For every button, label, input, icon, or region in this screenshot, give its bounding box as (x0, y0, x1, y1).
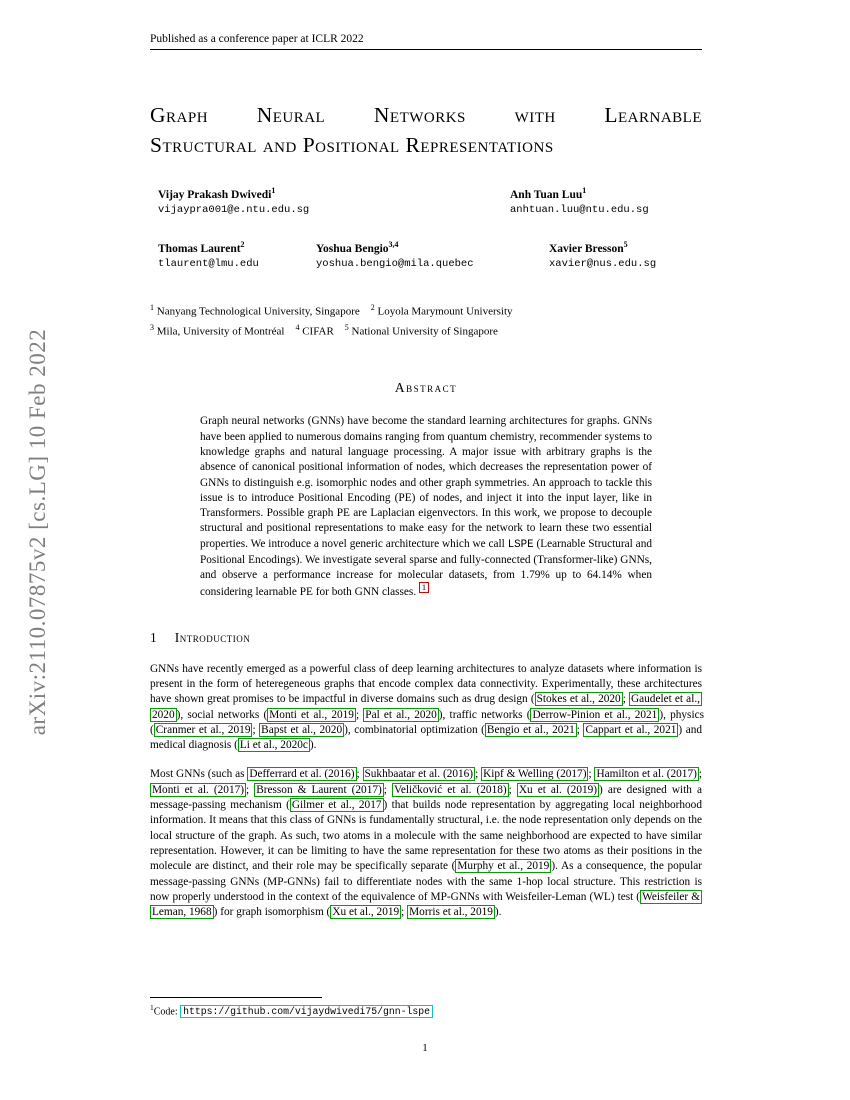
author-block (316, 240, 474, 270)
citation-link[interactable]: Kipf & Welling (2017) (483, 768, 587, 781)
section-number: 1 (150, 629, 157, 645)
abstract-text (200, 414, 652, 599)
intro-paragraph-2 (150, 767, 702, 920)
citation-link[interactable]: Monti et al. (2017) (152, 783, 244, 796)
text-run: ; (576, 723, 584, 736)
citation-link[interactable]: Veličković et al. (2018) (393, 783, 507, 796)
author-name (549, 240, 656, 255)
superscript: 3 (150, 323, 154, 333)
affiliations (150, 300, 702, 340)
text-run: ) that builds node representation by aggregating local neighborhood information. It means that this class of GNNs is fundamentally structural, i.e. the node representation only depends on the local structure of the graph. As such, two atoms in a molecule with the same neighborhood are expected to have similar representation. However, it can be limiting to have the same representation for these two atoms as their positions in the molecule are distinct, and their role may be specifically separate ( (150, 799, 702, 873)
citation-link[interactable]: Bapst et al., 2020 (261, 723, 343, 736)
citation-link[interactable]: Li et al., 2020c (239, 739, 308, 752)
citation-link[interactable]: Murphy et al., 2019 (457, 860, 550, 873)
author-block (549, 240, 656, 270)
footnote-block (150, 997, 702, 1017)
text-run: ) and medical diagnosis ( (150, 723, 703, 752)
text-run: ; (475, 768, 482, 781)
author-name-text: Yoshua Bengio (316, 242, 389, 255)
superscript: 1 (150, 1003, 154, 1012)
author-name-text: Thomas Laurent (158, 242, 241, 255)
section-1-heading (150, 630, 702, 646)
paper-content-column (150, 0, 702, 920)
inline-code: LSPE (507, 538, 534, 551)
text-run: Nanyang Technological University, Singapore (154, 305, 371, 318)
authors-row-2 (150, 240, 702, 286)
citation-link[interactable]: Pal et al., 2020 (365, 708, 437, 721)
section-title: Introduction (174, 629, 251, 645)
text-run: National University of Singapore (348, 325, 498, 338)
text-run: CIFAR (299, 325, 345, 338)
affiliations-line-2 (150, 320, 702, 340)
author-name-text: Vijay Prakash Dwivedi (158, 188, 272, 201)
citation-link[interactable]: Cappart et al., 2021 (585, 723, 677, 736)
text-run: ; (622, 693, 629, 706)
paper-title-line1: Graph Neural Networks with Learnable (150, 103, 702, 127)
citation-link[interactable]: Sukhbaatar et al. (2016) (364, 768, 474, 781)
author-email: xavier@nus.edu.sg (549, 257, 657, 270)
header-rule (150, 49, 702, 50)
author-name (510, 186, 649, 201)
text-run: ). (309, 739, 317, 752)
author-name (158, 240, 259, 255)
authors-row-1 (150, 186, 702, 232)
text-run: ; (355, 708, 364, 721)
text-run: Mila, University of Montréal (154, 325, 296, 338)
text-run: ). (494, 906, 502, 919)
paper-title (150, 100, 702, 160)
citation-link[interactable]: Morris et al., 2019 (409, 906, 493, 919)
intro-paragraph-1 (150, 662, 702, 754)
citation-link[interactable]: Gaudelet et al., 2020 (152, 693, 700, 721)
footnote-text (150, 1003, 702, 1017)
footnote-rule (150, 997, 322, 998)
citation-link[interactable]: Xu et al. (2019) (518, 783, 598, 796)
author-name-text: Xavier Bresson (549, 242, 624, 255)
text-run: ; (698, 768, 702, 781)
text-run: ), combinatorial optimization ( (344, 723, 485, 736)
page-number: 1 (422, 1042, 428, 1054)
author-block (158, 186, 309, 216)
text-run: ; (356, 768, 363, 781)
text-run: ), traffic networks ( (438, 708, 531, 721)
text-run: ; (383, 783, 392, 796)
superscript: 5 (344, 323, 349, 333)
abstract-heading: Abstract (394, 380, 458, 396)
text-run: ). As a consequence, the popular message-passing GNNs (MP-GNNs) fail to differentiate nodes with the same 1-hop local structure. This restriction is now properly understood in the context of the equivalence of MP-GNNs with Weisfeiler-Leman (WL) test ( (150, 860, 702, 903)
author-name (158, 186, 309, 201)
arxiv-sidebar-stamp: arXiv:2110.07875v2 [cs.LG] 10 Feb 2022 (25, 328, 50, 736)
text-run: ; (508, 783, 517, 796)
citation-link[interactable]: Stokes et al., 2020 (536, 693, 621, 706)
author-email: vijaypra001@e.ntu.edu.sg (158, 203, 310, 216)
text-run: ; (252, 723, 260, 736)
citation-link[interactable]: Bengio et al., 2021 (486, 723, 575, 736)
text-run: GNNs have recently emerged as a powerful class of deep learning architectures to analyze datasets where information is present in the form of heteregeneous graphs that encode complex data connectivity. Experimentally, these architectures have shown great promises to be impactful in diverse domains such as drug design ( (150, 662, 702, 706)
text-run: ; (588, 768, 595, 781)
citation-link[interactable]: Defferrard et al. (2016) (249, 768, 355, 781)
text-run: ; (401, 906, 408, 919)
running-header: Published as a conference paper at ICLR 2022 (150, 33, 364, 45)
citation-link[interactable]: Cranmer et al., 2019 (155, 723, 251, 736)
superscript: 2 (370, 303, 375, 312)
text-run: ), physics ( (150, 708, 704, 736)
url-link[interactable]: https://github.com/vijaydwivedi75/gnn-lspe (180, 1005, 433, 1018)
paper-title-line2: Structural and Positional Representations (150, 133, 554, 157)
author-affil-sup: 5 (623, 240, 628, 249)
author-name (316, 240, 474, 255)
author-block (510, 186, 649, 216)
text-run: Loyola Marymount University (374, 305, 513, 318)
citation-link[interactable]: Bresson & Laurent (2017) (256, 783, 382, 796)
citation-link[interactable]: Gilmer et al., 2017 (291, 799, 382, 812)
text-run: (Learnable Structural and Positional Encodings). We investigate several sparse and fully-connected (Transformer-like) GNNs, and observe a performance increase for molecular datasets, from 1.79% up to 64.14% when considering learnable PE for both GNN classes. (200, 537, 652, 598)
author-block (158, 240, 259, 270)
text-run: Code: (153, 1006, 181, 1018)
citation-link[interactable]: Weisfeiler & Leman, 1968 (152, 890, 701, 919)
author-name-text: Anh Tuan Luu (510, 188, 583, 201)
text-run: ) are designed with a message-passing mechanism ( (150, 783, 703, 812)
footnote-ref[interactable]: 1 (419, 582, 429, 593)
text-run: Most GNNs (such as (150, 768, 248, 781)
author-affil-sup: 3,4 (388, 240, 399, 249)
author-affil-sup: 2 (240, 240, 245, 249)
author-email: anhtuan.luu@ntu.edu.sg (510, 203, 649, 216)
text-run: Graph neural networks (GNNs) have become the standard learning architectures for graphs. GNNs have been applied to numerous domains ranging from quantum chemistry, recommender systems to knowledge graphs and natural language processing. A major issue with arbitrary graphs is the absence of canonical positional information of nodes, which decreases the representation power of GNNs to distinguish e.g. isomorphic nodes and other graph symmetries. An approach to tackle this issue is to introduce Positional Encoding (PE) of nodes, and inject it into the input layer, like in Transformers. Possible graph PE are Laplacian eigenvectors. In this work, we propose to decouple structural and positional representations to make easy for the network to learn these two essential properties. We introduce a novel generic architecture which we call (200, 415, 652, 550)
author-email: tlaurent@lmu.edu (158, 257, 259, 270)
author-affil-sup: 1 (582, 186, 587, 195)
text-run: ) for graph isomorphism ( (213, 906, 331, 919)
citation-link[interactable]: Monti et al., 2019 (269, 708, 354, 721)
text-run: ), social networks ( (176, 708, 268, 721)
author-email: yoshua.bengio@mila.quebec (316, 257, 474, 270)
superscript: 4 (295, 323, 300, 333)
affiliations-line-1 (150, 300, 702, 320)
citation-link[interactable]: Xu et al., 2019 (332, 906, 400, 919)
text-run: ; (246, 783, 255, 796)
citation-link[interactable]: Derrow-Pinion et al., 2021 (532, 708, 658, 721)
superscript: 1 (150, 303, 154, 312)
author-affil-sup: 1 (271, 186, 276, 195)
citation-link[interactable]: Hamilton et al. (2017) (596, 768, 697, 781)
